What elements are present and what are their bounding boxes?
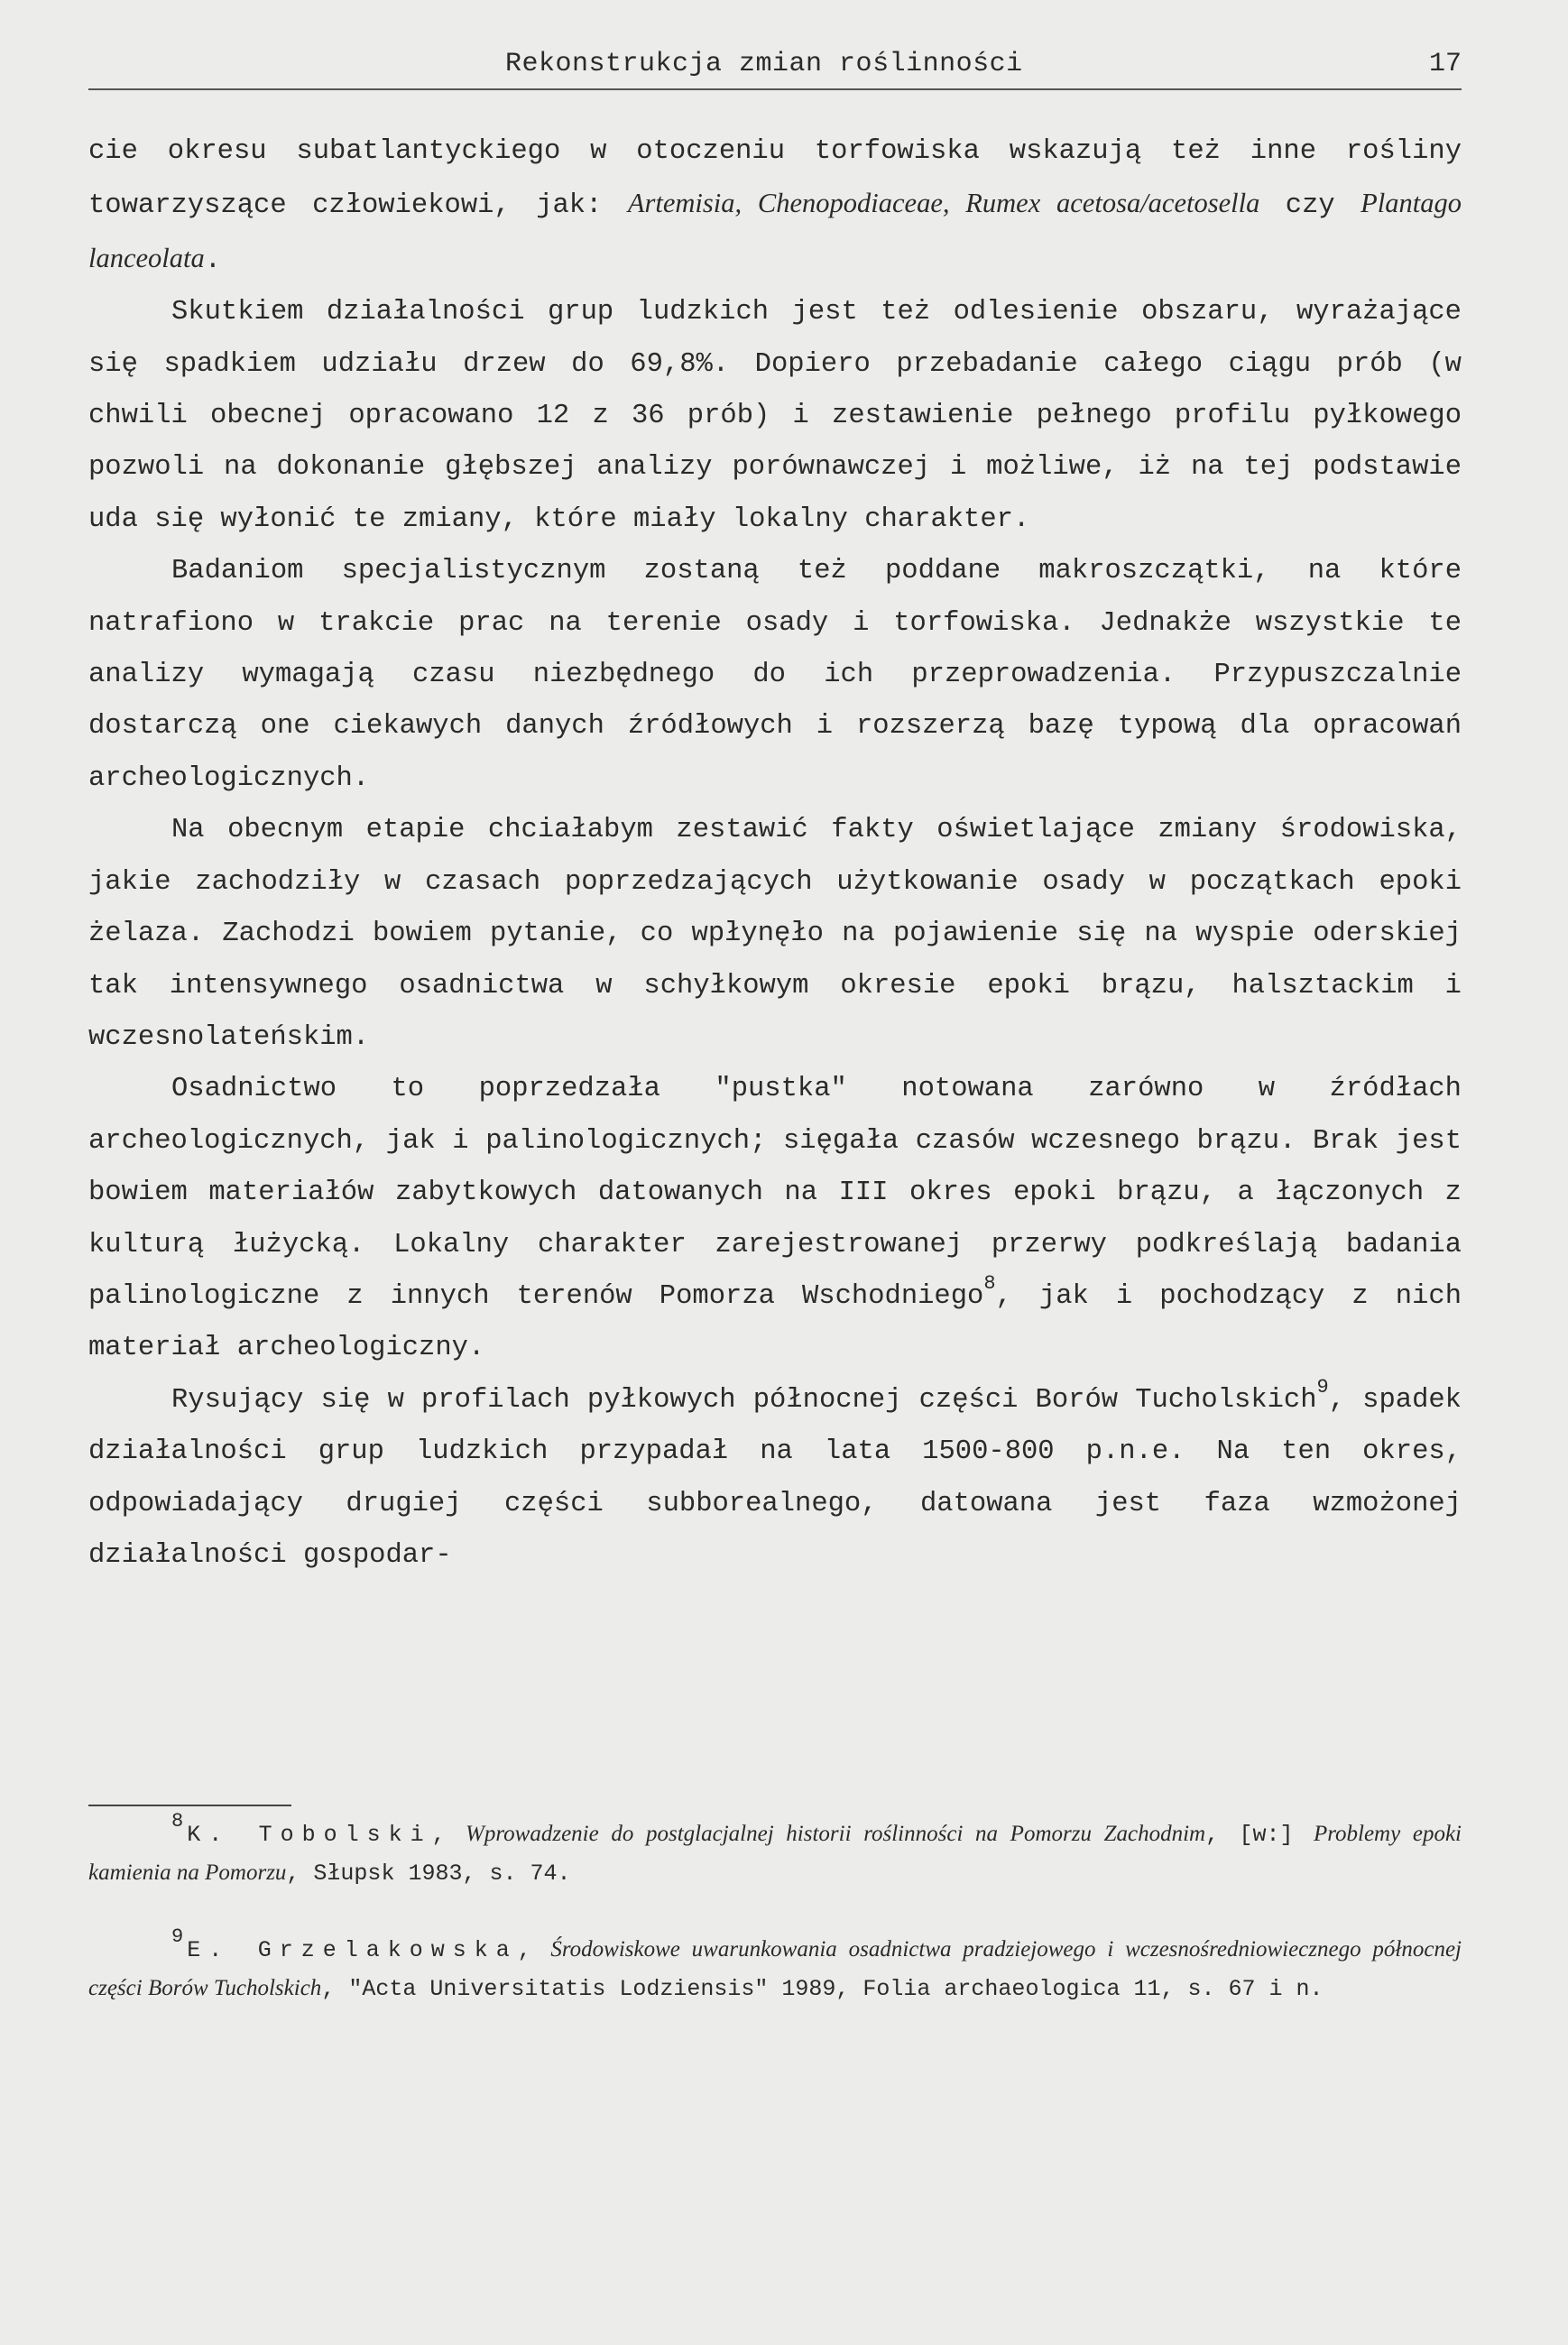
footnote-mark: 9 — [171, 1925, 184, 1948]
footnote-book-title: Problemy epoki kamienia na Pomorzu — [88, 1822, 1462, 1885]
footnote-author: E. Grzelakowska — [187, 1937, 518, 1963]
text-span: czy — [1259, 190, 1361, 222]
paragraph-1 — [88, 126, 1462, 287]
text-span: Rysujący się w profilach pyłkowych północnej części Borów Tucholskich — [171, 1384, 1317, 1416]
paragraph-3: Badaniom specjalistycznym zostaną też poddane makroszczątki, na które natrafiono w trakcie prac na terenie osady i torfowiska. Jednakże wszystkie te analizy wymagają czasu niezbędnego do ich przeprowadzenia. Przypuszczalnie dostarczą one ciekawych danych źródłowych i rozszerzą bazę typową dla opracowań archeologicznych. — [88, 556, 1462, 794]
page-number: 17 — [1428, 49, 1462, 79]
text-span: . — [204, 245, 222, 276]
body-text — [88, 126, 1462, 1582]
text-span: , jak i pochodzący z nich materiał archeologiczny. — [88, 1280, 1462, 1364]
footnote-8-text — [88, 1810, 1462, 1892]
text-span: , spadek działalności grup ludzkich przypadał na lata 1500-800 p.n.e. Na ten okres, odpowiadający drugiej części subborealnego, datowana jest faza wzmożonej działalności gospodar- — [88, 1384, 1462, 1571]
text-span: , — [517, 1937, 551, 1963]
text-span: , Słupsk 1983, s. 74. — [286, 1860, 571, 1887]
paragraph-5 — [88, 1064, 1462, 1374]
text-span: , — [431, 1822, 466, 1848]
footnote-title: Środowiskowe uwarunkowania osadnictwa pradziejowego i wczesnośredniowiecznego północnej części Borów Tucholskich — [88, 1937, 1462, 2000]
footnote-title: Wprowadzenie do postglacjalnej historii roślinności na Pomorzu Zachodnim — [466, 1822, 1206, 1846]
text-span: , [w:] — [1205, 1822, 1314, 1848]
running-header — [88, 47, 1462, 90]
footnote-separator — [88, 1805, 291, 1806]
text-span: cie okresu subatlantyckiego w otoczeniu torfowiska wskazują też inne rośliny towarzyszące człowiekowi, jak: — [88, 136, 1462, 222]
taxon-name: Plantago lanceolata — [88, 188, 1462, 273]
footnote-ref-8[interactable]: 8 — [983, 1271, 996, 1295]
footnote-author: K. Tobolski — [187, 1822, 432, 1848]
footnote-mark: 8 — [171, 1810, 184, 1833]
footnote-9-text — [88, 1925, 1462, 2008]
paragraph-2: Skutkiem działalności grup ludzkich jest też odlesienie obszaru, wyrażające się spadkiem udziału drzew do 69,8%. Dopiero przebadanie całego ciągu prób (w chwili obecnej opracowano 12 z 36 prób) i zestawienie pełnego profilu pyłkowego pozwoli na dokonanie głębszej analizy porównawczej i możliwe, iż na tej podstawie uda się wyłonić te zmiany, które miały lokalny charakter. — [88, 297, 1462, 535]
text-span: Osadnictwo to poprzedzała "pustka" notowana zarówno w źródłach archeologicznych, jak i palinologicznych; sięgała czasów wczesnego brązu. Brak jest bowiem materiałów zabytkowych datowanych na III okres epoki brązu, a łączonych z kulturą łużycką. Lokalny charakter zarejestrowanej przerwy podkreślają badania palinologiczne z innych terenów Pomorza Wschodniego — [88, 1074, 1462, 1312]
footnote-ref-9[interactable]: 9 — [1316, 1375, 1329, 1399]
paragraph-4: Na obecnym etapie chciałabym zestawić fakty oświetlające zmiany środowiska, jakie zachodziły w czasach poprzedzających użytkowanie osady w początkach epoki żelaza. Zachodzi bowiem pytanie, co wpłynęło na pojawienie się na wyspie oderskiej tak intensywnego osadnictwa w schyłkowym okresie epoki brązu, halsztackim i wczesnolateńskim. — [88, 815, 1462, 1053]
text-span: , "Acta Universitatis Lodziensis" 1989, Folia archaeologica 11, s. 67 i n. — [321, 1976, 1324, 2002]
running-title: Rekonstrukcja zmian roślinności — [505, 49, 1023, 79]
footnote-8 — [88, 1810, 1462, 1892]
paragraph-6 — [88, 1375, 1462, 1583]
taxon-names: Artemisia, Chenopodiaceae, Rumex acetosa/acetosella — [627, 188, 1260, 219]
footnote-9 — [88, 1925, 1462, 2008]
